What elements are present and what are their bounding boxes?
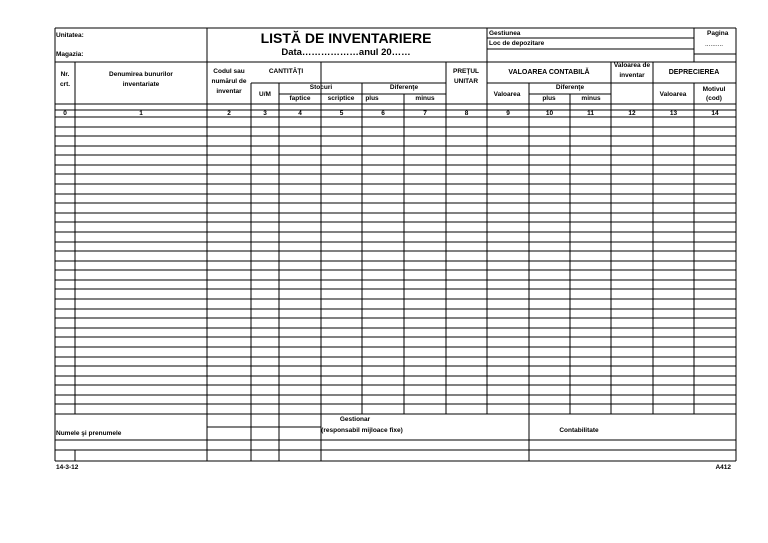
manager-line1: Gestionar xyxy=(339,416,371,423)
manager-line2: (responsabil mijloace fixe) xyxy=(321,427,403,434)
manager-label: Gestiunea xyxy=(489,30,521,37)
header-differences: Diferenţe xyxy=(389,84,419,91)
header-reason-line2: (cod) xyxy=(706,95,722,102)
column-number: 1 xyxy=(139,110,143,117)
column-number: 12 xyxy=(628,110,636,117)
form-grid xyxy=(55,28,736,461)
header-nr: Nr. xyxy=(60,71,70,78)
header-inv-value-line1: Valoarea de xyxy=(613,62,651,69)
page-label: Pagina xyxy=(707,30,729,37)
column-number: 8 xyxy=(464,110,469,117)
form-subtitle: Data………………anul 20…… xyxy=(281,47,411,58)
column-number: 13 xyxy=(669,110,678,117)
column-number: 9 xyxy=(506,110,510,117)
form-id: A412 xyxy=(715,464,731,471)
page-number-dots: .......... xyxy=(705,41,724,48)
header-price-line2: UNITAR xyxy=(453,78,479,85)
header-book-plus: plus xyxy=(542,95,556,102)
column-number: 11 xyxy=(587,110,594,117)
column-number-row xyxy=(63,110,719,117)
header-stocks: Stocuri xyxy=(309,84,333,91)
column-number: 7 xyxy=(423,110,427,117)
header-depreciation: DEPRECIEREA xyxy=(668,69,720,76)
header-reason-line1: Motivul xyxy=(702,86,726,93)
header-crt: crt. xyxy=(59,81,71,88)
column-number: 3 xyxy=(263,110,267,117)
names-label: Numele şi prenumele xyxy=(56,430,122,437)
header-plus: plus xyxy=(365,95,379,102)
header-price-line1: PREŢUL xyxy=(453,68,479,75)
column-number: 0 xyxy=(63,110,67,117)
header-minus: minus xyxy=(415,95,435,102)
column-number: 6 xyxy=(381,110,385,117)
header-value: Valoarea xyxy=(493,91,521,98)
form-code: 14-3-12 xyxy=(56,464,79,471)
header-name-line1: Denumirea bunurilor xyxy=(109,71,173,78)
column-number: 5 xyxy=(339,110,344,117)
column-number: 4 xyxy=(298,110,302,117)
column-number: 2 xyxy=(227,110,231,117)
header-book-value: VALOAREA CONTABILĂ xyxy=(508,69,590,76)
header-inv-value-line2: inventar xyxy=(619,72,645,79)
form-title: LISTĂ DE INVENTARIERE xyxy=(260,30,432,46)
header-quantities: CANTITĂŢI xyxy=(268,68,304,75)
header-book-differences: Diferenţe xyxy=(555,84,585,91)
column-number: 10 xyxy=(545,110,554,117)
column-number: 14 xyxy=(711,110,719,117)
header-code-line3: inventar xyxy=(216,88,242,95)
header-book-minus: minus xyxy=(581,95,601,102)
header-code-line1: Codul sau xyxy=(213,68,245,75)
header-um: U/M xyxy=(259,91,271,98)
header-code-line2: numărul de xyxy=(211,78,247,85)
unit-label: Unitatea: xyxy=(56,32,84,39)
storage-label: Loc de depozitare xyxy=(489,40,545,47)
header-booked: scriptice xyxy=(327,95,355,102)
header-actual: faptice xyxy=(289,95,311,102)
header-dep-value: Valoarea xyxy=(659,91,687,98)
accounting-label: Contabilitate xyxy=(559,427,599,434)
header-name-line2: inventariate xyxy=(122,81,160,88)
warehouse-label: Magazia: xyxy=(56,51,84,58)
